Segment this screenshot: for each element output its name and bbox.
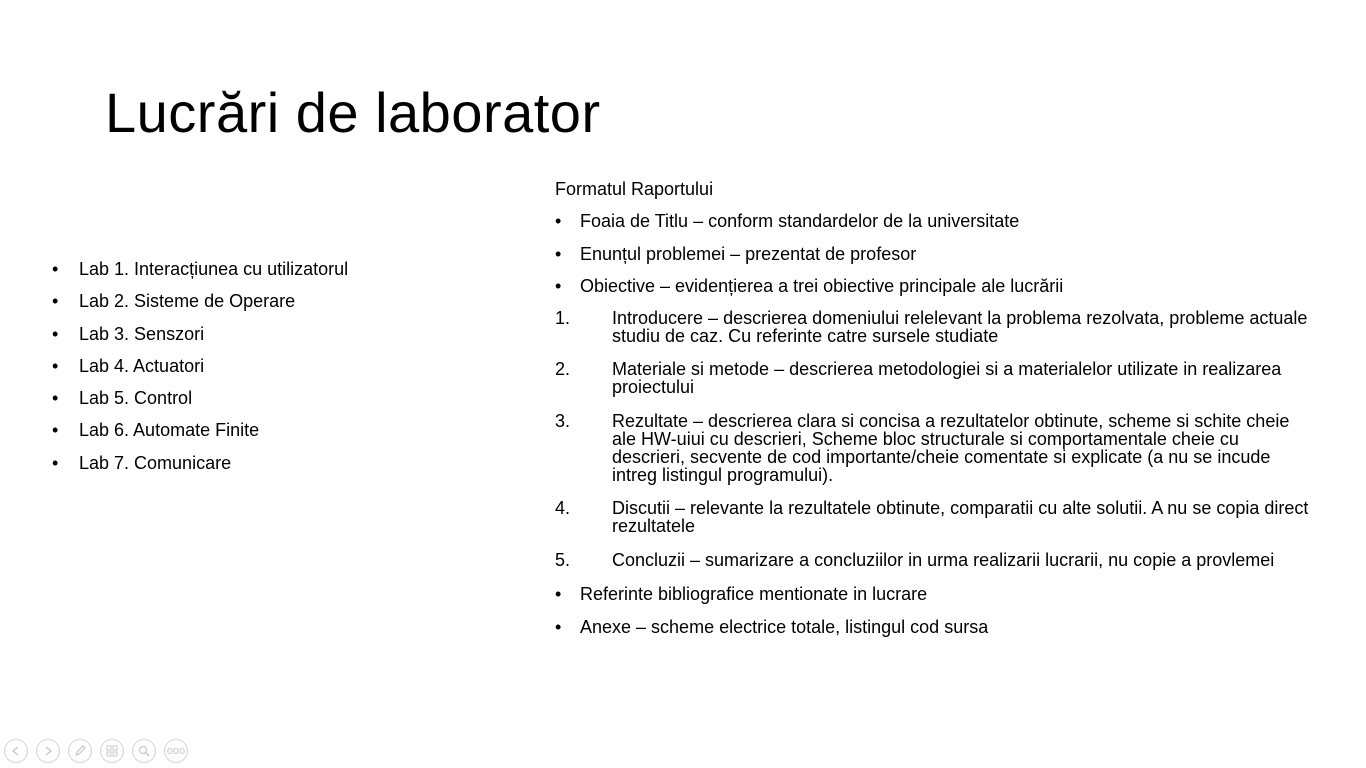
list-item: [555, 210, 1315, 232]
lab-label: Lab 1. Interacțiunea cu utilizatorul: [79, 259, 349, 279]
list-item: [52, 290, 492, 322]
item-number: 3.: [555, 410, 571, 431]
see-all-slides-button[interactable]: [100, 739, 124, 763]
numbered-item: [555, 498, 1315, 535]
more-options-icon: ooo: [166, 745, 186, 757]
list-item: [52, 419, 492, 451]
report-item-text: Concluzii – sumarizare a concluziilor in urma realizarii lucrarii, nu copie a provlemei: [612, 549, 1275, 570]
numbered-item: [555, 411, 1315, 484]
labs-list: [52, 258, 492, 484]
bullet: •: [52, 420, 59, 441]
lab-label: Lab 3. Senszori: [79, 323, 205, 344]
report-item-text: Obiective – evidențierea a trei obiective principale ale lucrării: [580, 276, 1064, 296]
report-item-text: Anexe – scheme electrice totale, listingul cod sursa: [580, 616, 989, 637]
item-number: 1.: [555, 307, 571, 328]
next-slide-icon: [41, 744, 55, 758]
report-item-text: Materiale si metode – descrierea metodologiei si a materialelor utilizate in realizarea proiectului: [612, 359, 1282, 397]
bullet: •: [555, 243, 562, 264]
report-item-text: Enunțul problemei – prezentat de profesor: [580, 243, 917, 264]
bullet: •: [555, 616, 562, 637]
bullet: •: [52, 259, 59, 279]
list-item: [52, 323, 492, 355]
pen-icon: [73, 744, 87, 758]
lab-label: Lab 5. Control: [79, 388, 193, 409]
list-item: [555, 583, 1315, 605]
item-number: 4.: [555, 498, 571, 518]
bullet: •: [555, 211, 562, 231]
report-heading: Formatul Raportului: [555, 179, 714, 199]
zoom-button[interactable]: [132, 739, 156, 763]
report-item-text: Referinte bibliografice mentionate in lucrare: [580, 584, 928, 604]
report-item-text: Discutii – relevante la rezultatele obtinute, comparatii cu alte solutii. A nu se copia direct rezultatele: [612, 498, 1309, 536]
slides-grid-icon: [105, 744, 119, 758]
bullet: •: [52, 355, 59, 376]
report-format: [555, 178, 1315, 648]
bullet: •: [52, 323, 59, 344]
numbered-item: [555, 359, 1315, 396]
report-item-text: Foaia de Titlu – conform standardelor de la universitate: [580, 211, 1020, 231]
slide-title: Lucrări de laborator: [105, 81, 601, 144]
report-item-text: Rezultate – descrierea clara si concisa a rezultatelor obtinute, scheme si schite cheie ale HW-uiui cu descrieri, Scheme bloc structurale si comportamentale cheie cu descrieri, secvente de cod importante/cheie comentate si explicate (a nu se incude intreg listingul programului).: [612, 410, 1290, 485]
list-item: [52, 387, 492, 419]
bullet: •: [555, 584, 562, 604]
lab-label: Lab 2. Sisteme de Operare: [79, 291, 296, 312]
item-number: 2.: [555, 359, 571, 379]
previous-slide-button[interactable]: [4, 739, 28, 763]
bullet: •: [52, 291, 59, 312]
numbered-item: [555, 550, 1315, 569]
list-item: [52, 355, 492, 387]
lab-label: Lab 6. Automate Finite: [79, 420, 260, 441]
item-number: 5.: [555, 549, 571, 570]
list-item: [555, 243, 1315, 265]
slideshow-toolbar: [4, 739, 188, 763]
zoom-icon: [137, 744, 151, 758]
list-item: [555, 275, 1315, 297]
more-options-button[interactable]: [164, 739, 188, 763]
list-item: [555, 616, 1315, 638]
next-slide-button[interactable]: [36, 739, 60, 763]
list-item: [52, 258, 492, 290]
pen-button[interactable]: [68, 739, 92, 763]
numbered-item: [555, 308, 1315, 345]
lab-label: Lab 4. Actuatori: [79, 355, 205, 376]
previous-slide-icon: [9, 744, 23, 758]
report-item-text: Introducere – descrierea domeniului relelevant la problema rezolvata, probleme actuale studiu de caz. Cu referinte catre sursele studiate: [612, 307, 1308, 346]
list-item: [52, 452, 492, 484]
bullet: •: [52, 452, 59, 473]
bullet: •: [52, 388, 59, 409]
bullet: •: [555, 276, 562, 296]
lab-label: Lab 7. Comunicare: [79, 452, 232, 473]
